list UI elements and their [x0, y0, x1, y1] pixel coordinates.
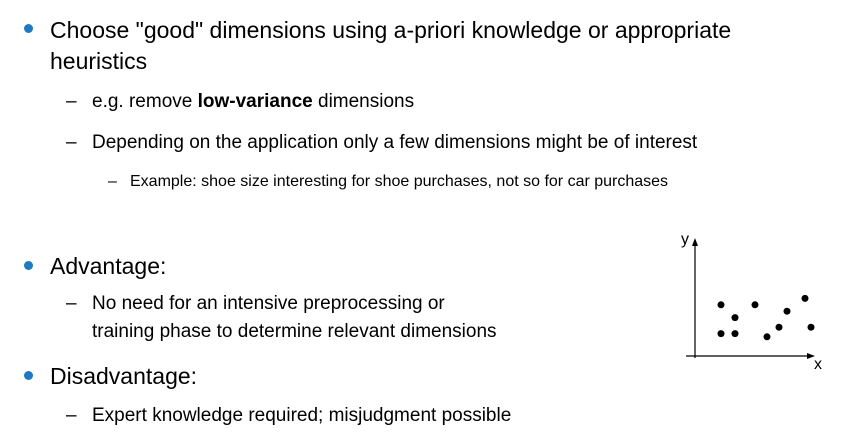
sub-sub-item-example: Example: shoe size interesting for shoe purchases, not so for car purchases: [130, 173, 669, 190]
advantage-line-2: training phase to determine relevant dimensions: [92, 321, 497, 342]
dash-icon: –: [66, 91, 77, 112]
scatter-point-3: [732, 314, 739, 321]
sub-item-text: e.g. remove: [92, 91, 198, 112]
bullet-icon: [24, 261, 33, 270]
dash-icon: –: [66, 132, 77, 153]
choose-line-1: Choose "good" dimensions using a-priori knowledge or appropriate: [50, 17, 732, 43]
sub-item-text: dimensions: [312, 91, 415, 112]
scatter-point-1: [718, 301, 725, 308]
disadvantage-title: Disadvantage:: [50, 363, 198, 389]
sub-item-bold-text: low-variance: [197, 91, 313, 112]
advantage-title: Advantage:: [50, 253, 167, 279]
sub-item-low-variance: [92, 88, 414, 116]
scatter-point-4: [732, 330, 739, 337]
dash-icon: –: [66, 293, 77, 314]
dash-icon: –: [108, 173, 117, 190]
scatter-point-9: [802, 295, 809, 302]
scatter-point-2: [718, 330, 725, 337]
scatter-plot: [676, 228, 836, 378]
y-axis-arrow-icon: [692, 238, 698, 246]
scatter-point-5: [752, 301, 759, 308]
scatter-point-8: [784, 308, 791, 315]
sub-item-application: Depending on the application only a few dimensions might be of interest: [92, 132, 698, 153]
bullet-icon: [24, 24, 33, 33]
choose-line-2: heuristics: [50, 48, 148, 74]
scatter-point-6: [764, 333, 771, 340]
x-axis-label: x: [814, 356, 822, 373]
scatter-point-10: [808, 324, 815, 331]
y-axis-label: y: [681, 231, 689, 248]
advantage-line-1: No need for an intensive preprocessing or: [92, 293, 445, 314]
scatter-point-7: [776, 324, 783, 331]
dash-icon: –: [66, 405, 77, 426]
bullet-icon: [24, 371, 33, 380]
disadvantage-line-1: Expert knowledge required; misjudgment possible: [92, 405, 512, 426]
